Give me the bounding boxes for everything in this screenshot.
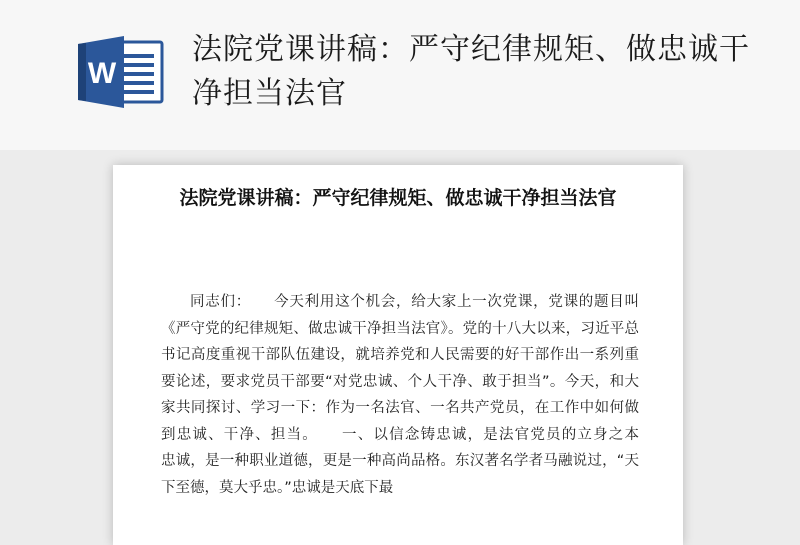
- header-title: 法院党课讲稿：严守纪律规矩、做忠诚干净担当法官: [192, 32, 750, 111]
- word-icon-letter: W: [87, 57, 117, 90]
- document-page: [113, 165, 683, 545]
- document-body: 同志们： 今天利用这个机会，给大家上一次党课，党课的题目叫《严守党的纪律规矩、做忠诚干净担当法官》。党的十八大以来，习近平总书记高度重视干部队伍建设，就培养党和人民需要的好干部作出一系列重要论述，要求党员干部要“对党忠诚、个人干净、敢于担当”。今天，和大家共同探讨、学习一下：作为一名法官、一名共产党员，在工作中如何做到忠诚、干净、担当。 一、以信念铸忠诚，是法官党员的立身之本 忠诚，是一种职业道德，更是一种高尚品格。东汉著名学者马融说过，“天下至德，莫大乎忠。”忠诚是天底下最: [161, 294, 668, 496]
- document-title: 法院党课讲稿：严守纪律规矩、做忠诚干净担当法官: [179, 187, 617, 209]
- word-document-icon: [78, 34, 164, 110]
- header-bar: [0, 0, 800, 150]
